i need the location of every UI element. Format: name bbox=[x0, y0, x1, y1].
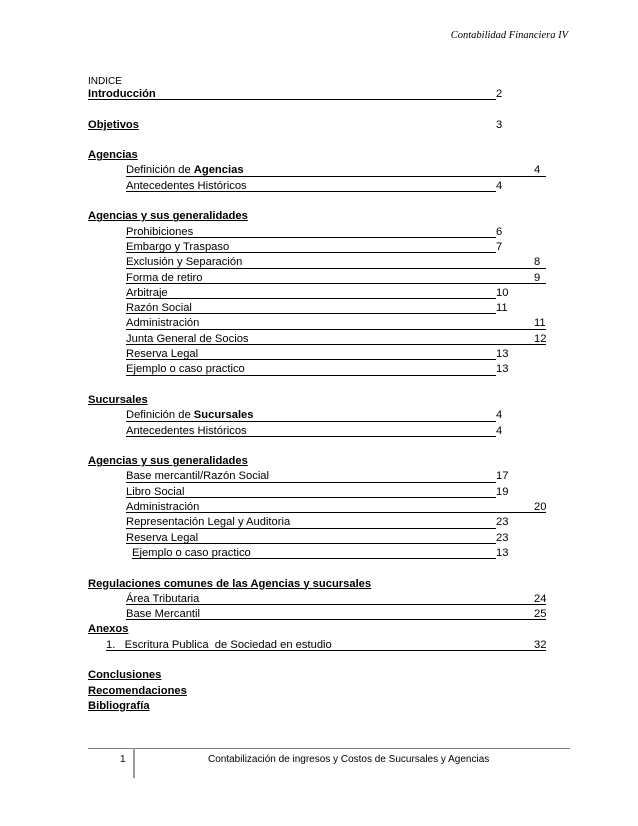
toc-page-number: 19 bbox=[496, 485, 509, 498]
toc-entry bbox=[88, 500, 558, 515]
toc-entry-bibliografia bbox=[88, 699, 558, 714]
toc-entry-label: Base Mercantil bbox=[126, 608, 200, 621]
toc-entry-label: Arbitraje bbox=[126, 286, 168, 299]
toc-entry-label: Forma de retiro bbox=[126, 271, 203, 284]
toc-page-number: 25 bbox=[534, 608, 547, 621]
toc-entry-label: Antecedentes Históricos bbox=[126, 179, 247, 192]
toc-section-sucursales-generalidades bbox=[88, 454, 558, 469]
toc-entry-label: Regulaciones comunes de las Agencias y sucursales bbox=[88, 577, 372, 590]
toc-entry-label: Libro Social bbox=[126, 485, 185, 498]
toc-entry-label: Sucursales bbox=[193, 409, 254, 422]
toc-entry-label: Antecedentes Históricos bbox=[126, 424, 247, 437]
toc-entry-objetivos bbox=[88, 118, 558, 133]
toc-entry-definicion-agencias bbox=[88, 163, 558, 178]
toc-section-regulaciones bbox=[88, 577, 558, 592]
toc-entry-label: Conclusiones bbox=[88, 669, 162, 682]
toc-section-agencias-generalidades bbox=[88, 209, 558, 224]
toc-page-number: 11 bbox=[534, 317, 546, 330]
toc-entry-label: Razón Social bbox=[126, 302, 192, 315]
toc-page-number: 23 bbox=[496, 531, 509, 544]
toc-entry bbox=[88, 592, 558, 607]
toc-page-number: 13 bbox=[496, 348, 509, 361]
toc-entry-label: Agencias y sus generalidades bbox=[88, 455, 248, 468]
toc-page-number: 4 bbox=[496, 179, 503, 192]
toc-entry-label: Agencias bbox=[88, 149, 138, 162]
toc-entry bbox=[88, 301, 558, 316]
toc-entry-label: Base mercantil/Razón Social bbox=[126, 470, 270, 483]
toc-entry-introduccion bbox=[88, 87, 558, 102]
running-header: Contabilidad Financiera IV bbox=[450, 30, 568, 41]
toc-entry-recomendaciones bbox=[88, 684, 558, 699]
toc-page-number: 9 bbox=[534, 271, 541, 284]
toc-entry-label: Administración bbox=[126, 501, 200, 514]
toc-entry-label: Exclusión y Separación bbox=[126, 256, 243, 269]
toc-entry bbox=[88, 316, 558, 331]
toc-page-number: 4 bbox=[496, 409, 503, 422]
toc-entry bbox=[88, 347, 558, 362]
toc-entry-label: Definición de bbox=[126, 409, 194, 422]
toc-entry-conclusiones bbox=[88, 668, 558, 683]
footer-separator bbox=[133, 748, 135, 778]
toc-entry-label: Reserva Legal bbox=[126, 531, 199, 544]
toc-entry bbox=[88, 255, 558, 270]
toc-entry-label: Ejemplo o caso practico bbox=[126, 363, 245, 376]
toc-entry bbox=[88, 286, 558, 301]
toc-entry bbox=[88, 271, 558, 286]
toc-entry-label: 1. Escritura Publica de Sociedad en estudio bbox=[106, 638, 332, 651]
toc-entry bbox=[88, 362, 558, 377]
toc-entry bbox=[88, 424, 558, 439]
toc-entry bbox=[88, 546, 558, 561]
toc-entry-label: Junta General de Socios bbox=[126, 332, 249, 345]
footer-rule bbox=[88, 748, 570, 749]
toc-page-number: 4 bbox=[534, 164, 541, 177]
toc-page-number: 11 bbox=[496, 302, 508, 315]
toc-entry-label: Introducción bbox=[88, 88, 156, 100]
toc-entry bbox=[88, 469, 558, 484]
toc-page-number: 3 bbox=[496, 118, 503, 131]
toc-page-number: 13 bbox=[496, 363, 509, 376]
toc-entry bbox=[88, 515, 558, 530]
toc-page-number: 2 bbox=[496, 88, 503, 100]
leader-line bbox=[126, 298, 496, 299]
toc-entry-label: Agencias bbox=[193, 164, 244, 177]
toc-entry-label: Agencias y sus generalidades bbox=[88, 210, 248, 223]
toc-page-number: 12 bbox=[534, 332, 547, 345]
toc-page-number: 6 bbox=[496, 225, 503, 238]
toc-entry-antecedentes bbox=[88, 179, 558, 194]
toc-entry-label: Reserva Legal bbox=[126, 348, 199, 361]
toc-entry-label: Área Tributaria bbox=[126, 592, 200, 605]
toc-page-number: 24 bbox=[534, 592, 547, 605]
toc-page-number: 10 bbox=[496, 286, 509, 299]
toc-entry bbox=[88, 332, 558, 347]
toc-page-number: 8 bbox=[534, 256, 541, 269]
toc-entry-label: Prohibiciones bbox=[126, 225, 194, 238]
table-of-contents bbox=[88, 87, 558, 714]
index-label: INDICE bbox=[88, 76, 122, 87]
toc-entry-label: Ejemplo o caso practico bbox=[132, 546, 251, 559]
toc-entry-label: Embargo y Traspaso bbox=[126, 240, 230, 253]
toc-page-number: 13 bbox=[496, 546, 509, 559]
toc-entry-label: Bibliografía bbox=[88, 699, 150, 712]
toc-section-agencias bbox=[88, 148, 558, 163]
toc-entry-escritura bbox=[88, 638, 558, 653]
toc-entry-label: Sucursales bbox=[88, 393, 148, 406]
toc-section-sucursales bbox=[88, 393, 558, 408]
toc-page-number: 23 bbox=[496, 516, 509, 529]
toc-page-number: 7 bbox=[496, 240, 503, 253]
toc-entry-label: Anexos bbox=[88, 623, 129, 636]
toc-entry bbox=[88, 225, 558, 240]
toc-entry-definicion-sucursales bbox=[88, 408, 558, 423]
toc-entry bbox=[88, 485, 558, 500]
toc-entry-label: Representación Legal y Auditoria bbox=[126, 516, 291, 529]
toc-page-number: 32 bbox=[534, 638, 547, 651]
footer-title: Contabilización de ingresos y Costos de Sucursales y Agencias bbox=[208, 754, 490, 765]
toc-entry bbox=[88, 531, 558, 546]
toc-entry-label: Objetivos bbox=[88, 118, 139, 131]
toc-page-number: 4 bbox=[496, 424, 503, 437]
footer-page-number: 1 bbox=[120, 754, 126, 765]
toc-page-number: 17 bbox=[496, 470, 509, 483]
toc-section-anexos bbox=[88, 622, 558, 637]
toc-entry bbox=[88, 607, 558, 622]
toc-entry-label: Administración bbox=[126, 317, 200, 330]
toc-page-number: 20 bbox=[534, 501, 547, 514]
toc-entry bbox=[88, 240, 558, 255]
toc-entry-label: Definición de bbox=[126, 164, 194, 177]
toc-entry-label: Recomendaciones bbox=[88, 684, 187, 697]
